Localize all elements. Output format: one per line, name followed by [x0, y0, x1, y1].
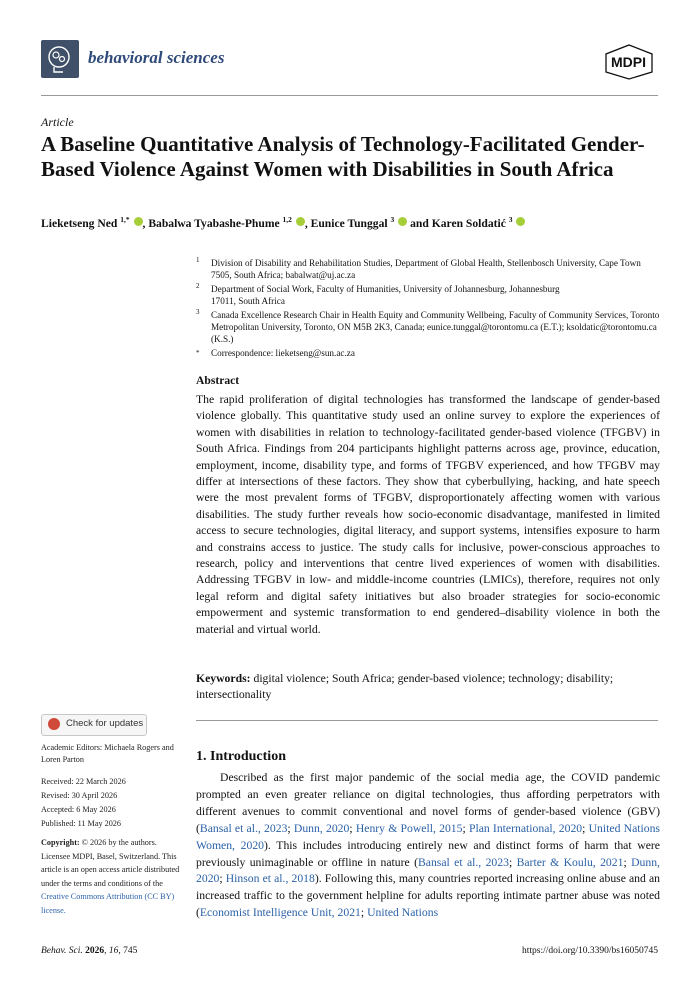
citation-link[interactable]: Henry & Powell, 2015: [355, 821, 463, 835]
author-separator: ,: [142, 216, 149, 230]
head-gears-icon: [41, 40, 79, 78]
date-revised: Revised: 30 April 2026: [41, 791, 118, 800]
affiliation-number: *: [196, 349, 200, 357]
correspondence-text: Correspondence: lieketseng@sun.ac.za: [211, 348, 355, 358]
author-name: Karen Soldatić: [431, 216, 506, 230]
body-text: Described as the first major pandemic of the social media age, the COVID pandemic prompted an even greater reliance on digital technologies, thus affording perpetrators with different avenues to commit conventional and novel forms of gender-based violence (GBV) (: [196, 771, 660, 835]
section-heading: 1. Introduction: [196, 749, 286, 764]
header-divider: [41, 95, 658, 96]
section-divider: [196, 720, 658, 721]
doi-link[interactable]: https://doi.org/10.3390/bs16050745: [521, 946, 658, 956]
citation-link[interactable]: United Nations: [367, 906, 439, 920]
affiliation: [196, 283, 666, 307]
editors-names: Michaela Rogers and Loren Parton: [41, 743, 174, 764]
publisher-label: MDPI: [611, 54, 646, 70]
affiliation-number: 3: [196, 308, 200, 316]
affiliation: [196, 309, 666, 345]
year: 2026: [85, 946, 105, 956]
date-received: Received: 22 March 2026: [41, 777, 126, 786]
updates-icon: [48, 718, 60, 730]
author-affil: 1,2: [282, 215, 292, 224]
citation-link[interactable]: Dunn, 2020: [196, 855, 660, 886]
author-affil: 3: [508, 215, 513, 224]
author-separator: and: [407, 216, 432, 230]
keywords-text: digital violence; South Africa; gender-based violence; technology; disability; intersectionality: [196, 672, 614, 702]
journal-logo: [41, 40, 79, 78]
copyright-notice: [41, 836, 181, 918]
author-separator: ,: [304, 216, 311, 230]
affiliation-text: Division of Disability and Rehabilitation Studies, Department of Global Health, Stellenbosch University, Cape Town 7505, South Africa; babalwat@uj.ac.za: [211, 258, 641, 280]
copyright-label: Copyright:: [41, 838, 80, 847]
citation-link[interactable]: Hinson et al., 2018: [225, 872, 315, 886]
citation-link[interactable]: United Nations Women, 2020: [196, 821, 660, 852]
journal-abbreviation: Behav. Sci.: [41, 946, 83, 956]
copyright-text: © 2026 by the authors. Licensee MDPI, Basel, Switzerland. This article is an open access article distributed under the terms and conditions of the: [41, 838, 180, 888]
citation-link[interactable]: Economist Intelligence Unit, 2021: [199, 906, 361, 920]
correspondence: [196, 347, 666, 359]
intro-paragraph: Described as the first major pandemic of the social media age, the COVID pandemic prompted an even greater reliance on digital technologies, thus affording perpetrators with different avenues to commit conventional and novel forms of gender-based violence (GBV) (Bansal et al., 2023; Dunn, 2020; Henry & Powell, 2015; Plan International, 2020; United Nations Women, 2020). This includes introducing entirely new and distinct forms of harm that were previously unimaginable or offline in nature (Bansal et al., 2023; Barter & Koulu, 2021; Dunn, 2020; Hinson et al., 2018). Following this, many countries reported increasing online abuse and an increased traffic to the government helpline for adults reporting intimate partner abuse was noted (Economist Intelligence Unit, 2021; United Nations: [196, 771, 660, 920]
journal-name[interactable]: behavioral sciences: [88, 48, 225, 67]
affiliation-text: Canada Excellence Research Chair in Health Equity and Community Wellbeing, Faculty of Community Services, Toronto Metropolitan University, Toronto, ON M5B 2K3, Canada; eunice.tunggal@torontomu.ca (E.T.); ksoldatic@torontomu.ca (K.S.): [211, 310, 660, 344]
affiliation: [196, 257, 666, 281]
keywords: [196, 671, 660, 704]
orcid-icon[interactable]: [296, 217, 305, 226]
citation-link[interactable]: Plan International, 2020: [468, 821, 583, 835]
article-title: A Baseline Quantitative Analysis of Technology-Facilitated Gender-Based Violence Against Women with Disabilities in South Africa: [41, 132, 645, 181]
license-link[interactable]: Creative Commons Attribution (CC BY) license.: [41, 892, 175, 915]
orcid-icon[interactable]: [134, 217, 143, 226]
body-text: ). Following this, many countries reported increasing online abuse and an increased traffic to the government helpline for adults reporting intimate partner abuse was noted (: [196, 872, 660, 920]
volume: 16: [108, 946, 119, 956]
affiliation-number: 1: [196, 256, 200, 264]
orcid-icon[interactable]: [398, 217, 407, 226]
date-accepted: Accepted: 6 May 2026: [41, 805, 116, 814]
affiliation-text: Department of Social Work, Faculty of Humanities, University of Johannesburg, Johannesburg 17011, South Africa: [211, 284, 560, 306]
article-type: Article: [41, 115, 74, 129]
author-name: Eunice Tunggal: [310, 216, 388, 230]
editors-label: Academic Editors:: [41, 743, 103, 752]
citation-link[interactable]: Bansal et al., 2023: [417, 855, 509, 869]
academic-editors: [41, 742, 181, 765]
check-for-updates-label: Check for updates: [66, 718, 144, 729]
date-published: Published: 11 May 2026: [41, 819, 121, 828]
keywords-label: Keywords:: [196, 672, 251, 685]
body-text: ). This includes introducing entirely new and distinct forms of harm that were previously unimaginable or offline in nature (: [196, 838, 660, 869]
author-name: Lieketseng Ned: [41, 216, 118, 230]
author-affil: 1,*: [120, 215, 130, 224]
citation-footer: Behav. Sci. 2026, 16, 745: [41, 946, 138, 956]
abstract-heading: Abstract: [196, 374, 240, 387]
author-affil: 3: [390, 215, 395, 224]
abstract-text: The rapid proliferation of digital technologies has transformed the landscape of gender-based violence globally. This quantitative study used an online survey to explore the experiences of women with disabilities in relation to technology-facilitated gender-based violence (TFGBV) in South Africa. Findings from 204 participants highlight patterns across age, province, education, employment, income, disability type, and forms of TFGBV experienced, and how TFGBV may differ at intersections of these factors. They show that cyberbullying, hacking, and hate speech were the most prevalent forms of TFGBV, disproportionately affecting women with various disabilities. The study further reveals how socio-economic disadvantage, manifested in limited access to secure technologies, digital literacy, and support systems, intensifies exposure to harm and constrains access to justice. The study calls for inclusive, power-conscious approaches to research, policy and interventions that centre lived experiences of women with disabilities. Addressing TFGBV in low- and middle-income countries (LMICs), therefore, requires not only legal reform and digital safety initiatives but also broader strategies for socio-economic empowerment and systemic transformation to end gendered–disability violence in both the material and virtual world.: [196, 393, 660, 636]
author-name: Babalwa Tyabashe-Phume: [148, 216, 280, 230]
citation-link[interactable]: Barter & Koulu, 2021: [516, 855, 624, 869]
orcid-icon[interactable]: [516, 217, 525, 226]
author-list: [41, 215, 525, 230]
affiliation-number: 2: [196, 282, 200, 290]
citation-link[interactable]: Dunn, 2020: [293, 821, 350, 835]
article-number: 745: [123, 946, 138, 956]
citation-link[interactable]: Bansal et al., 2023: [199, 821, 288, 835]
